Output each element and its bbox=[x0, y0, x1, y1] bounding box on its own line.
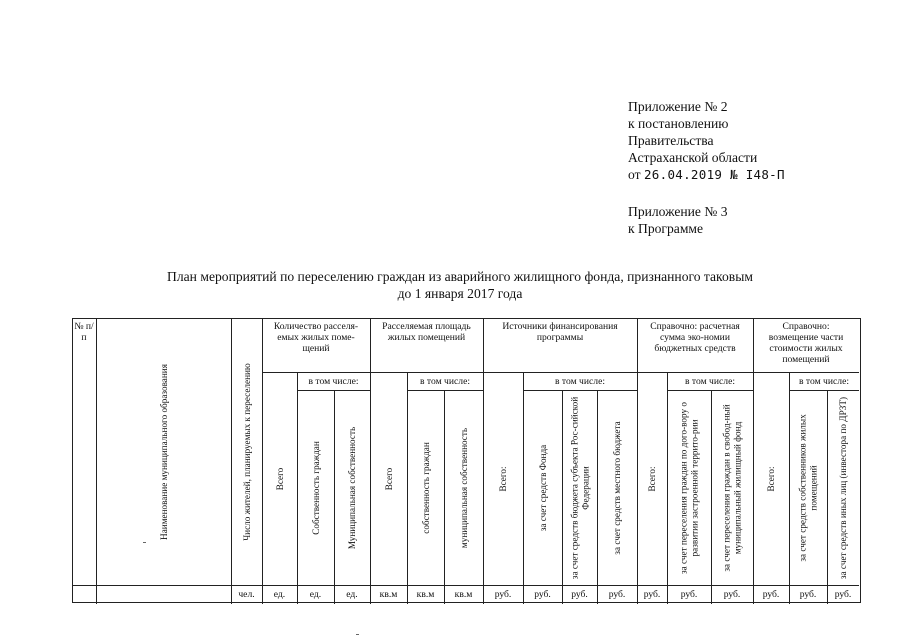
unit-cell: кв.м bbox=[416, 588, 435, 600]
unit-cell: ед. bbox=[309, 588, 322, 600]
unit-cell: чел. bbox=[238, 588, 255, 600]
annex-2-line: Астраханской области bbox=[628, 150, 758, 165]
subcol-fin-region bbox=[562, 390, 597, 585]
unit-cell: руб. bbox=[608, 588, 626, 600]
subcol-count-municipal bbox=[334, 390, 370, 585]
annex-2-line: к постановлению bbox=[628, 116, 729, 131]
unit-cell: руб. bbox=[799, 588, 817, 600]
subcol-fin-fund bbox=[523, 390, 562, 585]
subcol-comp-owners bbox=[789, 390, 827, 585]
subcol-caption: за счет переселения граждан в свобод-ный муниципальный жилищный фонд bbox=[721, 403, 742, 572]
group-finance-header: Источники финансирования программы bbox=[502, 321, 618, 343]
subcol-area-total bbox=[370, 372, 407, 585]
unit-cell: руб. bbox=[494, 588, 512, 600]
subcol-caption: за счет средств собственников жилых помещений bbox=[797, 413, 818, 562]
unit-cell: ед. bbox=[273, 588, 286, 600]
unit-cell: кв.м bbox=[454, 588, 473, 600]
group-area-header: Расселяемая площадь жилых помещений bbox=[382, 321, 471, 343]
annex-3-line: к Программе bbox=[628, 221, 704, 236]
subcol-fin-local bbox=[597, 390, 637, 585]
date-prefix: от bbox=[628, 167, 641, 182]
unit-cell: руб. bbox=[834, 588, 852, 600]
unit-cell: руб. bbox=[534, 588, 551, 600]
scan-speck bbox=[356, 634, 359, 635]
unit-cell: руб. bbox=[762, 588, 780, 600]
annex-2-line: Правительства bbox=[628, 133, 714, 148]
title-line-2: до 1 января 2017 года bbox=[397, 286, 523, 301]
subcol-comp-total bbox=[753, 372, 789, 585]
col-caption: Число жителей, планируемых к переселению bbox=[241, 362, 252, 541]
subcol-count-private bbox=[297, 390, 334, 585]
subcol-caption: Всего: bbox=[497, 465, 508, 492]
including-label: в том числе: bbox=[419, 375, 470, 387]
subcol-sav-development bbox=[667, 390, 711, 585]
including-label: в том числе: bbox=[308, 375, 359, 387]
date-stamp: 26.04.2019 № I48-П bbox=[643, 167, 785, 182]
annex-3-header bbox=[628, 203, 728, 237]
subcol-caption: за счет средств Фонда bbox=[537, 444, 548, 531]
subcol-caption: за счет средств местного бюджета bbox=[611, 420, 622, 555]
unit-cell: руб. bbox=[723, 588, 741, 600]
subcol-comp-investors bbox=[827, 390, 859, 585]
subcol-caption: Всего bbox=[274, 467, 285, 490]
subcol-caption: за счет средств иных лиц (инвестора по ДРЗТ) bbox=[837, 396, 848, 579]
unit-cell: кв.м bbox=[379, 588, 398, 600]
annex-3-line: Приложение № 3 bbox=[628, 204, 728, 219]
col-municipality-header bbox=[96, 318, 231, 585]
subcol-caption: Муниципальная собственность bbox=[346, 426, 357, 549]
group-savings-header: Справочно: расчетная сумма эко-номии бюджетных средств bbox=[650, 321, 740, 354]
including-label: в том числе: bbox=[554, 375, 605, 387]
annex-2-header bbox=[628, 98, 785, 183]
unit-cell: ед. bbox=[346, 588, 358, 600]
document-title bbox=[100, 268, 820, 302]
scan-speck bbox=[143, 542, 146, 543]
unit-cell: руб. bbox=[643, 588, 661, 600]
unit-cell: руб. bbox=[680, 588, 698, 600]
unit-cell: руб. bbox=[571, 588, 588, 600]
col-number-header: № п/п bbox=[74, 321, 94, 343]
subcol-caption: муниципальная собственность bbox=[458, 427, 469, 548]
subcol-count-total bbox=[262, 372, 297, 585]
plan-table bbox=[72, 318, 862, 604]
col-residents-header bbox=[231, 318, 262, 585]
subcol-caption: за счет переселения граждан по дого-вору о развитии застроенной террито-рии bbox=[678, 401, 699, 574]
annex-2-date-line bbox=[628, 166, 785, 183]
including-label: в том числе: bbox=[684, 375, 735, 387]
subcol-sav-free-fund bbox=[711, 390, 753, 585]
col-caption: Наименование муниципального образования bbox=[158, 363, 169, 540]
subcol-caption: Всего bbox=[383, 467, 394, 490]
group-compensation-header: Справочно: возмещение части стоимости жилых помещений bbox=[768, 321, 844, 365]
title-line-1: План мероприятий по переселению граждан из аварийного жилищного фонда, признанного таковым bbox=[167, 269, 753, 284]
annex-2-line: Приложение № 2 bbox=[628, 99, 728, 114]
subcol-caption: Собственность граждан bbox=[310, 440, 321, 535]
including-label: в том числе: bbox=[798, 375, 849, 387]
subcol-area-municipal bbox=[444, 390, 483, 585]
subcol-area-private bbox=[407, 390, 444, 585]
group-count-header: Количество расселя-емых жилых поме-щений bbox=[273, 321, 359, 354]
subcol-sav-total bbox=[637, 372, 667, 585]
subcol-caption: за счет средств бюджета субъекта Рос-сийской Федерации bbox=[569, 396, 590, 579]
subcol-caption: Всего: bbox=[646, 465, 657, 492]
subcol-fin-total bbox=[483, 372, 523, 585]
subcol-caption: Всего: bbox=[765, 465, 776, 492]
subcol-caption: собственность граждан bbox=[420, 441, 431, 534]
